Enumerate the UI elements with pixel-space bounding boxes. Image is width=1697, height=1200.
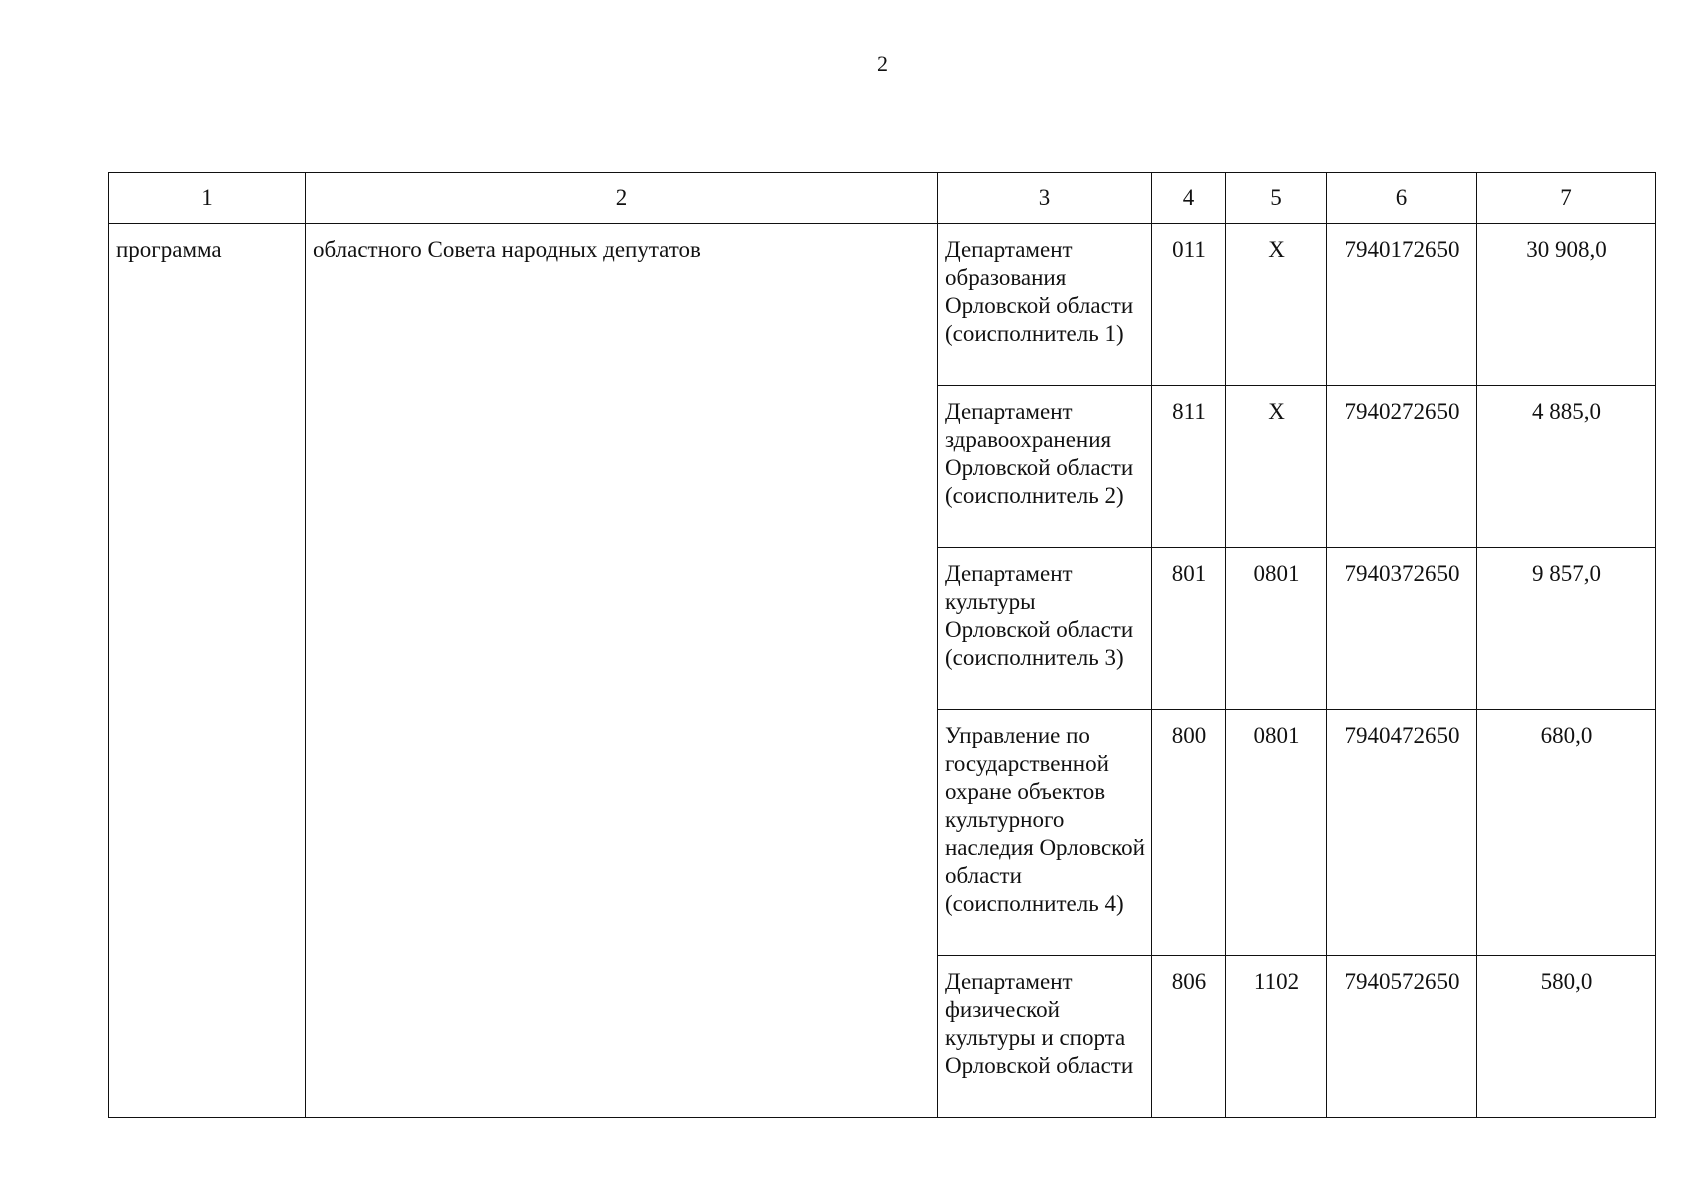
column-header: 6 (1327, 173, 1477, 224)
executor-name: Департамент здравоохранения Орловской области (соисполнитель 2) (945, 399, 1134, 508)
section-code: Х (1268, 237, 1285, 262)
grbs-cell (1152, 710, 1226, 956)
section-cell (1226, 386, 1327, 548)
column-header: 1 (109, 173, 306, 224)
program-description: областного Совета народных депутатов (313, 237, 701, 262)
budget-table (108, 172, 1656, 1118)
grbs-cell (1152, 224, 1226, 386)
grbs-cell (1152, 386, 1226, 548)
amount-cell (1477, 956, 1656, 1118)
column-header: 3 (938, 173, 1152, 224)
amount-cell (1477, 548, 1656, 710)
program-label: программа (116, 237, 222, 262)
section-cell (1226, 710, 1327, 956)
grbs-cell (1152, 956, 1226, 1118)
target-code-cell (1327, 386, 1477, 548)
section-code: 0801 (1253, 561, 1300, 586)
target-code: 7940472650 (1344, 723, 1460, 748)
amount-value: 30 908,0 (1526, 237, 1607, 262)
executor-cell (938, 224, 1152, 386)
executor-cell (938, 386, 1152, 548)
grbs-code: 801 (1171, 561, 1207, 586)
section-code: 1102 (1253, 969, 1300, 994)
column-header: 4 (1152, 173, 1226, 224)
page-number: 2 (877, 51, 888, 76)
executor-name: Департамент культуры Орловской области (соисполнитель 3) (945, 561, 1134, 670)
target-code-cell (1327, 224, 1477, 386)
grbs-code: 811 (1172, 399, 1206, 424)
program-label-cell (109, 224, 306, 1118)
amount-cell (1477, 710, 1656, 956)
section-code: 0801 (1253, 723, 1300, 748)
program-description-cell (306, 224, 938, 1118)
target-code-cell (1327, 956, 1477, 1118)
grbs-cell (1152, 548, 1226, 710)
executor-cell (938, 548, 1152, 710)
target-code-cell (1327, 548, 1477, 710)
column-header: 5 (1226, 173, 1327, 224)
column-header: 7 (1477, 173, 1656, 224)
amount-value: 4 885,0 (1532, 399, 1601, 424)
amount-value: 9 857,0 (1532, 561, 1601, 586)
section-cell (1226, 224, 1327, 386)
executor-name: Департамент физической культуры и спорта Орловской области (945, 969, 1134, 1078)
column-header: 2 (306, 173, 938, 224)
amount-cell (1477, 224, 1656, 386)
target-code: 7940372650 (1344, 561, 1460, 586)
executor-name: Управление по государственной охране объектов культурного наследия Орловской области (соисполнитель 4) (945, 723, 1145, 916)
grbs-code: 806 (1171, 969, 1207, 994)
target-code-cell (1327, 710, 1477, 956)
amount-value: 580,0 (1540, 969, 1593, 994)
section-code: Х (1268, 399, 1285, 424)
grbs-code: 011 (1172, 237, 1206, 262)
target-code: 7940272650 (1344, 399, 1460, 424)
executor-cell (938, 956, 1152, 1118)
target-code: 7940172650 (1344, 237, 1460, 262)
table-row (109, 224, 1656, 386)
amount-value: 680,0 (1540, 723, 1593, 748)
table-header-row (109, 173, 1656, 224)
amount-cell (1477, 386, 1656, 548)
executor-name: Департамент образования Орловской области (соисполнитель 1) (945, 237, 1134, 346)
target-code: 7940572650 (1344, 969, 1460, 994)
executor-cell (938, 710, 1152, 956)
section-cell (1226, 956, 1327, 1118)
grbs-code: 800 (1171, 723, 1207, 748)
section-cell (1226, 548, 1327, 710)
